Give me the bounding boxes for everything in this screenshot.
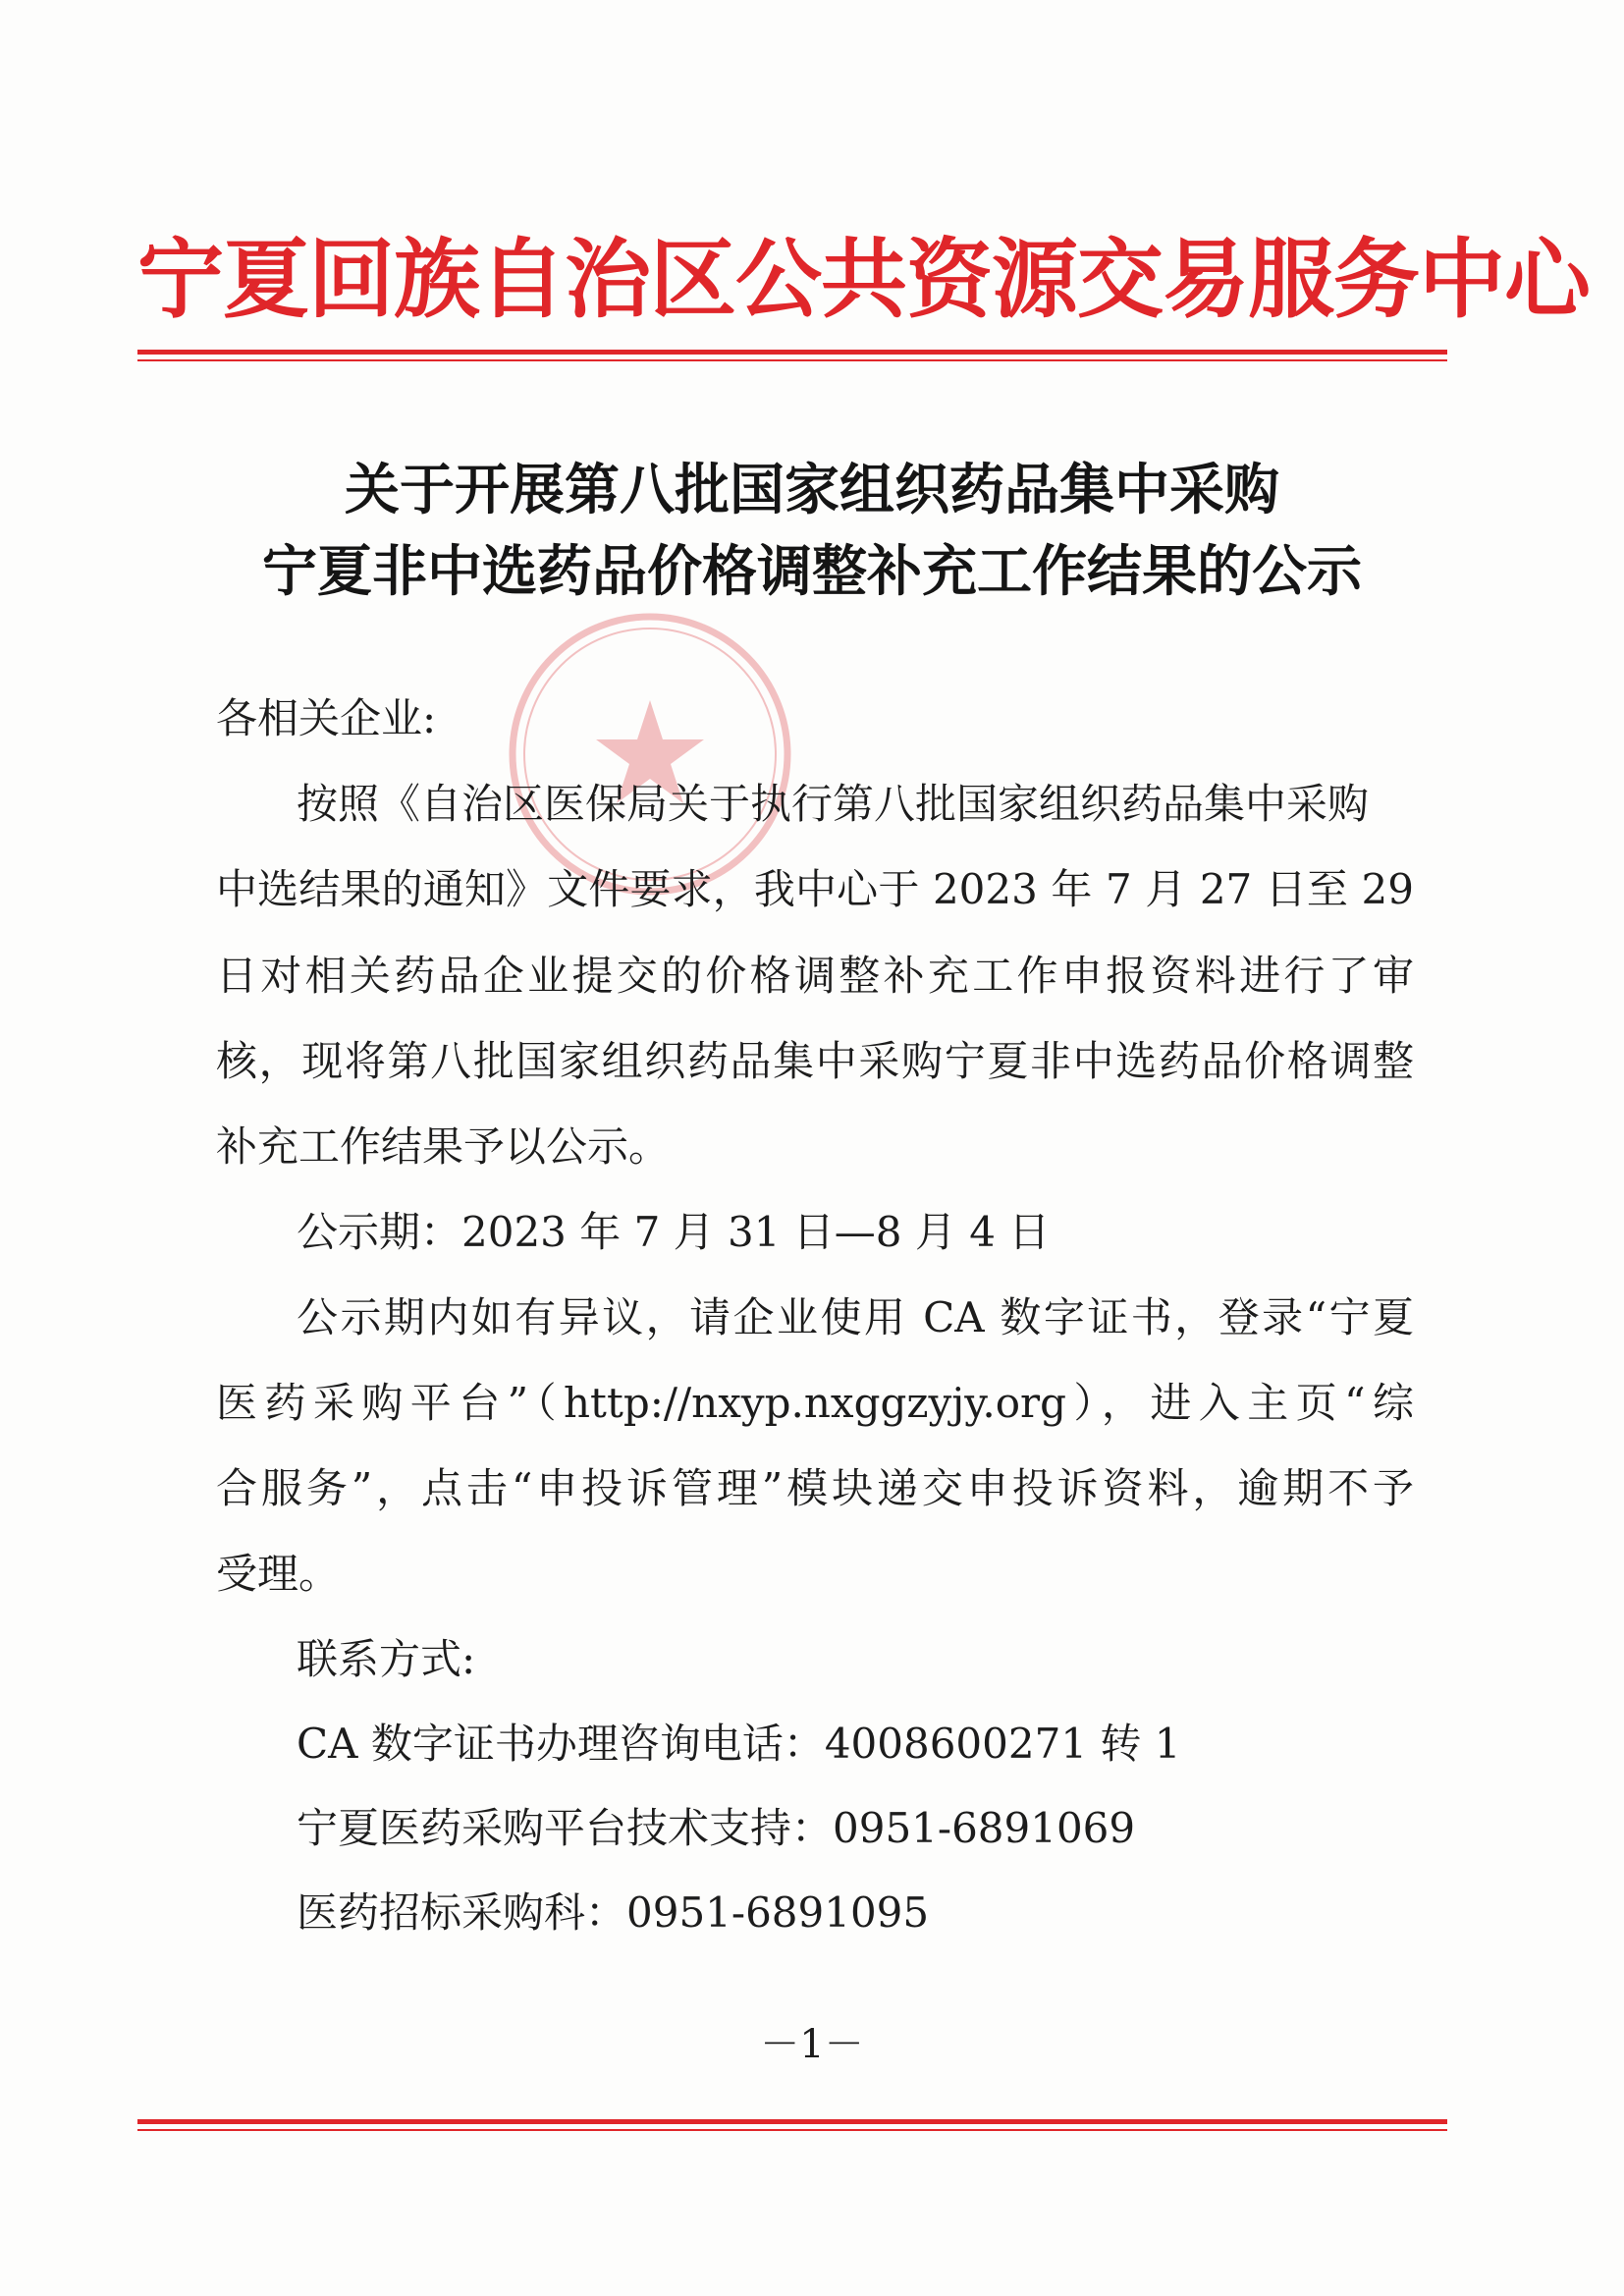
paragraph-1-line-5: 补充工作结果予以公示。 bbox=[216, 1122, 671, 1171]
paragraph-1-line-3: 日对相关药品企业提交的价格调整补充工作申报资料进行了审 bbox=[216, 952, 1414, 1000]
official-seal-stamp bbox=[503, 607, 797, 902]
paragraph-1-line-2: 中选结果的通知》文件要求，我中心于 2023 年 7 月 27 日至 29 bbox=[216, 865, 1414, 913]
paragraph-2-line-2: 医药采购平台”（http://nxyp.nxggzyjy.org），进入主页“综 bbox=[216, 1379, 1414, 1427]
publicity-period: 公示期：2023 年 7 月 31 日—8 月 4 日 bbox=[297, 1208, 1051, 1256]
header-red-rule-thick bbox=[137, 350, 1447, 355]
footer-red-rule-thin bbox=[137, 2129, 1447, 2131]
document-title-line-2: 宁夏非中选药品价格调整补充工作结果的公示 bbox=[262, 539, 1362, 604]
contact-procurement-section: 医药招标采购科：0951-6891095 bbox=[297, 1888, 930, 1937]
contact-ca-certificate: CA 数字证书办理咨询电话：4008600271 转 1 bbox=[297, 1720, 1181, 1768]
footer-red-rule-thick bbox=[137, 2119, 1447, 2124]
paragraph-2-line-4: 受理。 bbox=[216, 1550, 341, 1598]
paragraph-1-line-4: 核，现将第八批国家组织药品集中采购宁夏非中选药品价格调整 bbox=[216, 1037, 1414, 1085]
header-red-rule-thin bbox=[137, 359, 1447, 361]
contact-heading: 联系方式: bbox=[297, 1635, 476, 1683]
page-number: －1－ bbox=[760, 2022, 864, 2067]
paragraph-1-line-1: 按照《自治区医保局关于执行第八批国家组织药品集中采购 bbox=[297, 780, 1370, 828]
salutation: 各相关企业: bbox=[216, 694, 437, 742]
issuing-organization-header: 宁夏回族自治区公共资源交易服务中心 bbox=[137, 228, 1591, 330]
contact-tech-support: 宁夏医药采购平台技术支持：0951-6891069 bbox=[297, 1804, 1136, 1852]
document-title-line-1: 关于开展第八批国家组织药品集中采购 bbox=[345, 458, 1279, 522]
paragraph-2-line-3: 合服务”，点击“申投诉管理”模块递交申投诉资料，逾期不予 bbox=[216, 1464, 1414, 1512]
paragraph-2-line-1: 公示期内如有异议，请企业使用 CA 数字证书，登录“宁夏 bbox=[297, 1293, 1414, 1341]
